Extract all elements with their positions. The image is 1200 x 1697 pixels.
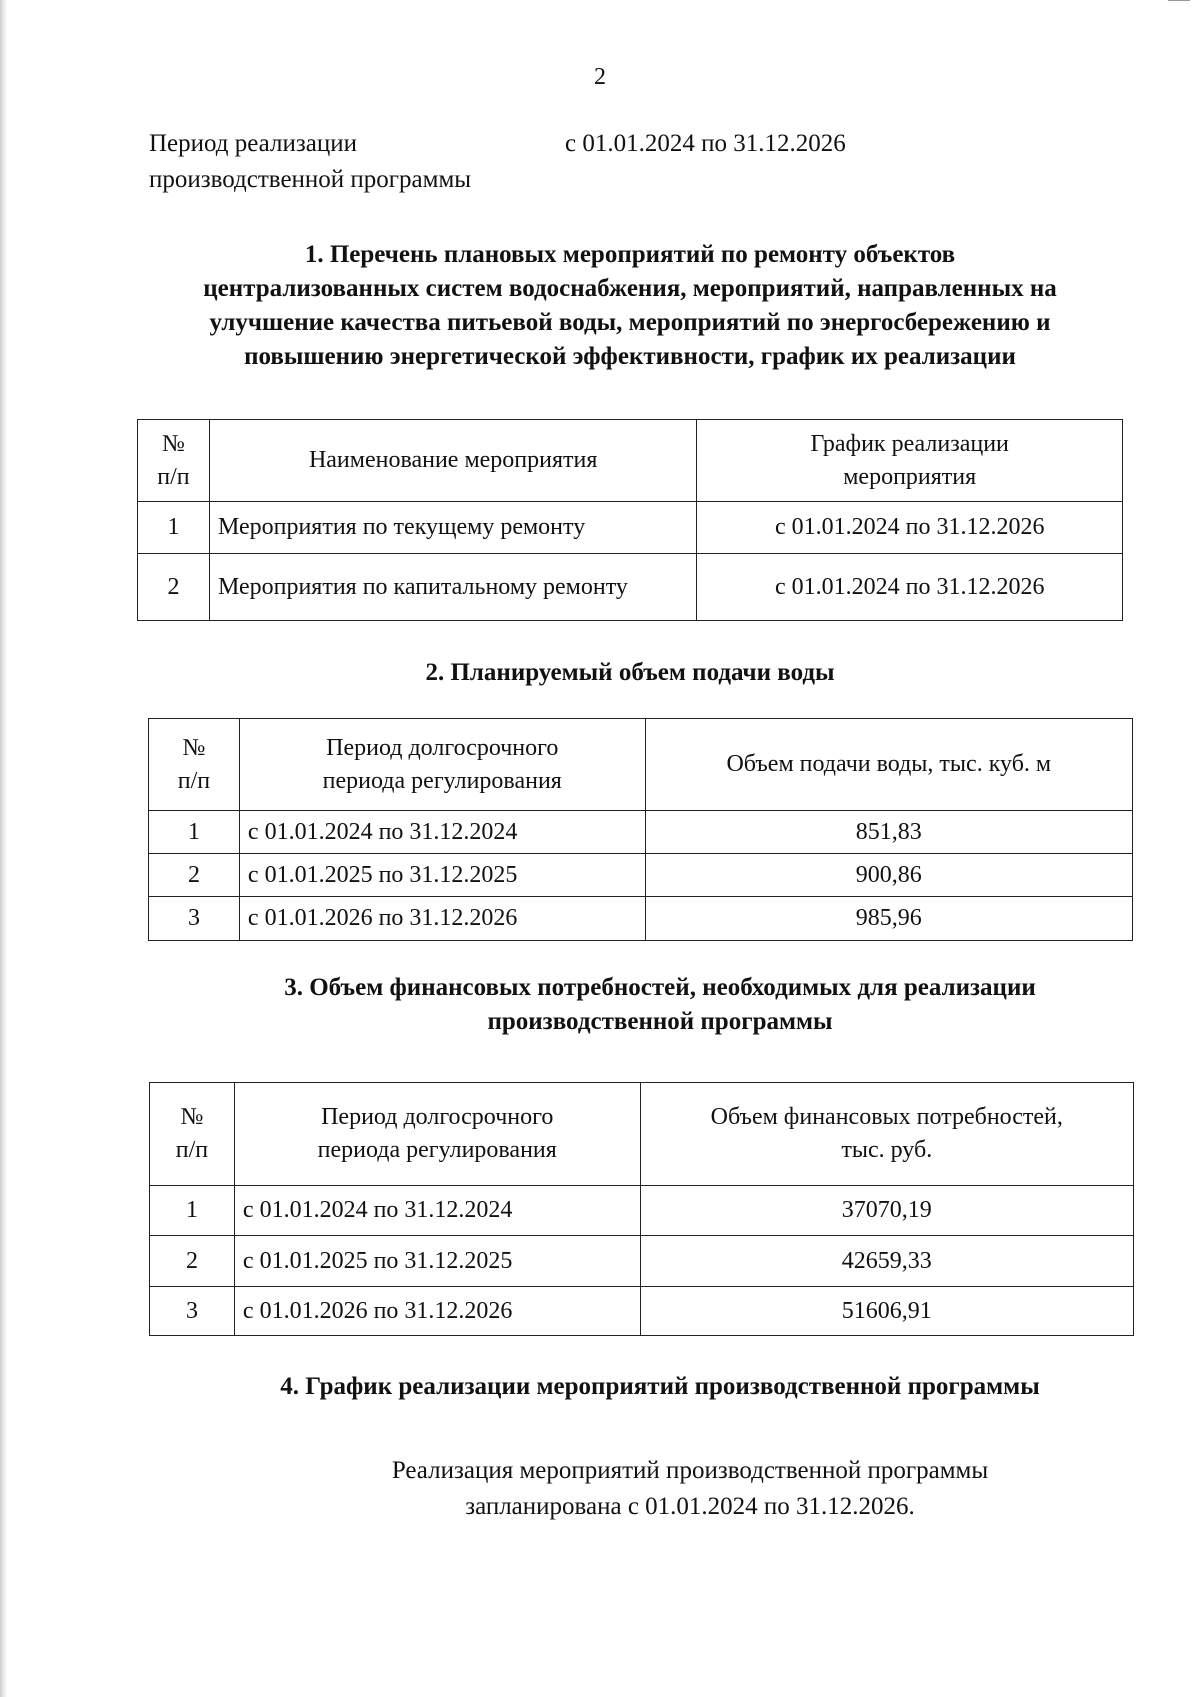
scan-edge-shadow (0, 0, 7, 1697)
row-value: 985,96 (645, 897, 1132, 941)
row-schedule: с 01.01.2024 по 31.12.2026 (697, 502, 1123, 554)
table-row (138, 554, 1123, 621)
header-schedule-line2: мероприятия (843, 463, 977, 490)
section1-title-line4: повышению энергетической эффективности, график их реализации (244, 343, 1016, 370)
header-value (640, 1083, 1133, 1186)
header-num-line1: № (180, 1104, 204, 1130)
section1-title-line3: улучшение качества питьевой воды, мероприятий по энергосбережению и (209, 309, 1051, 336)
header-num-line1: № (162, 430, 185, 457)
row-num: 3 (150, 1287, 235, 1336)
section1-table (137, 419, 1123, 621)
row-value: 42659,33 (640, 1236, 1133, 1287)
section3-title-line1: 3. Объем финансовых потребностей, необходимых для реализации (284, 974, 1036, 1001)
header-num (150, 1083, 235, 1186)
row-num: 1 (150, 1186, 235, 1236)
header-num (138, 420, 210, 502)
row-value: 851,83 (645, 811, 1132, 854)
section4-text-line2: запланирована с 01.01.2024 по 31.12.2026. (465, 1493, 915, 1520)
table-row (149, 897, 1133, 941)
scan-corner-mark (1168, 0, 1190, 4)
row-schedule: с 01.01.2024 по 31.12.2026 (697, 554, 1123, 621)
table-row (150, 1287, 1134, 1336)
row-num: 1 (138, 502, 210, 554)
table-row (150, 1186, 1134, 1236)
header-period-line1: Период долгосрочного (326, 734, 559, 761)
header-value: Объем подачи воды, тыс. куб. м (645, 719, 1132, 811)
section3-table (149, 1082, 1134, 1336)
row-num: 2 (150, 1236, 235, 1287)
header-num-line2: п/п (157, 463, 190, 490)
header-period (234, 1083, 640, 1186)
header-value-line1: Объем финансовых потребностей, (710, 1104, 1063, 1130)
row-period: с 01.01.2024 по 31.12.2024 (239, 811, 645, 854)
row-period: с 01.01.2025 по 31.12.2025 (234, 1236, 640, 1287)
section4-text-line1: Реализация мероприятий производственной программы (391, 1457, 989, 1484)
header-num-line2: п/п (175, 1137, 209, 1163)
header-num-line2: п/п (177, 767, 211, 794)
row-name: Мероприятия по капитальному ремонту (209, 554, 696, 621)
table-row (149, 811, 1133, 854)
row-value: 37070,19 (640, 1186, 1133, 1236)
header-name: Наименование мероприятия (209, 420, 696, 502)
table-header-row (150, 1083, 1134, 1186)
table-row (149, 854, 1133, 897)
section3-title (160, 971, 1160, 1039)
header-num (149, 719, 240, 811)
header-period-line2: периода регулирования (322, 767, 562, 794)
period-label-line2: производственной программы (149, 166, 472, 193)
period-value: с 01.01.2024 по 31.12.2026 (565, 130, 846, 157)
section1-title-line1: 1. Перечень плановых мероприятий по ремонту объектов (304, 241, 956, 268)
header-schedule (697, 420, 1123, 502)
period-label (149, 126, 471, 198)
section3-title-line2: производственной программы (487, 1008, 833, 1035)
row-num: 2 (149, 854, 240, 897)
header-period (239, 719, 645, 811)
row-value: 51606,91 (640, 1287, 1133, 1336)
row-num: 2 (138, 554, 210, 621)
table-row (150, 1236, 1134, 1287)
table-header-row (138, 420, 1123, 502)
section4-text (190, 1453, 1190, 1525)
row-period: с 01.01.2025 по 31.12.2025 (239, 854, 645, 897)
header-schedule-line1: График реализации (810, 430, 1009, 457)
row-num: 3 (149, 897, 240, 941)
header-value-line2: тыс. руб. (841, 1137, 933, 1163)
row-name: Мероприятия по текущему ремонту (209, 502, 696, 554)
header-period-line1: Период долгосрочного (321, 1104, 554, 1130)
page-number: 2 (594, 64, 606, 90)
section2-title: 2. Планируемый объем подачи воды (425, 659, 835, 686)
period-label-line1: Период реализации (149, 130, 357, 157)
section1-title (130, 238, 1130, 374)
row-value: 900,86 (645, 854, 1132, 897)
row-period: с 01.01.2026 по 31.12.2026 (234, 1287, 640, 1336)
header-num-line1: № (182, 734, 206, 761)
section1-title-line2: централизованных систем водоснабжения, мероприятий, направленных на (203, 275, 1057, 302)
row-period: с 01.01.2026 по 31.12.2026 (239, 897, 645, 941)
section4-title: 4. График реализации мероприятий производственной программы (280, 1373, 1040, 1400)
table-row (138, 502, 1123, 554)
table-header-row (149, 719, 1133, 811)
header-period-line2: периода регулирования (317, 1137, 557, 1163)
row-period: с 01.01.2024 по 31.12.2024 (234, 1186, 640, 1236)
section2-table (148, 718, 1133, 941)
row-num: 1 (149, 811, 240, 854)
